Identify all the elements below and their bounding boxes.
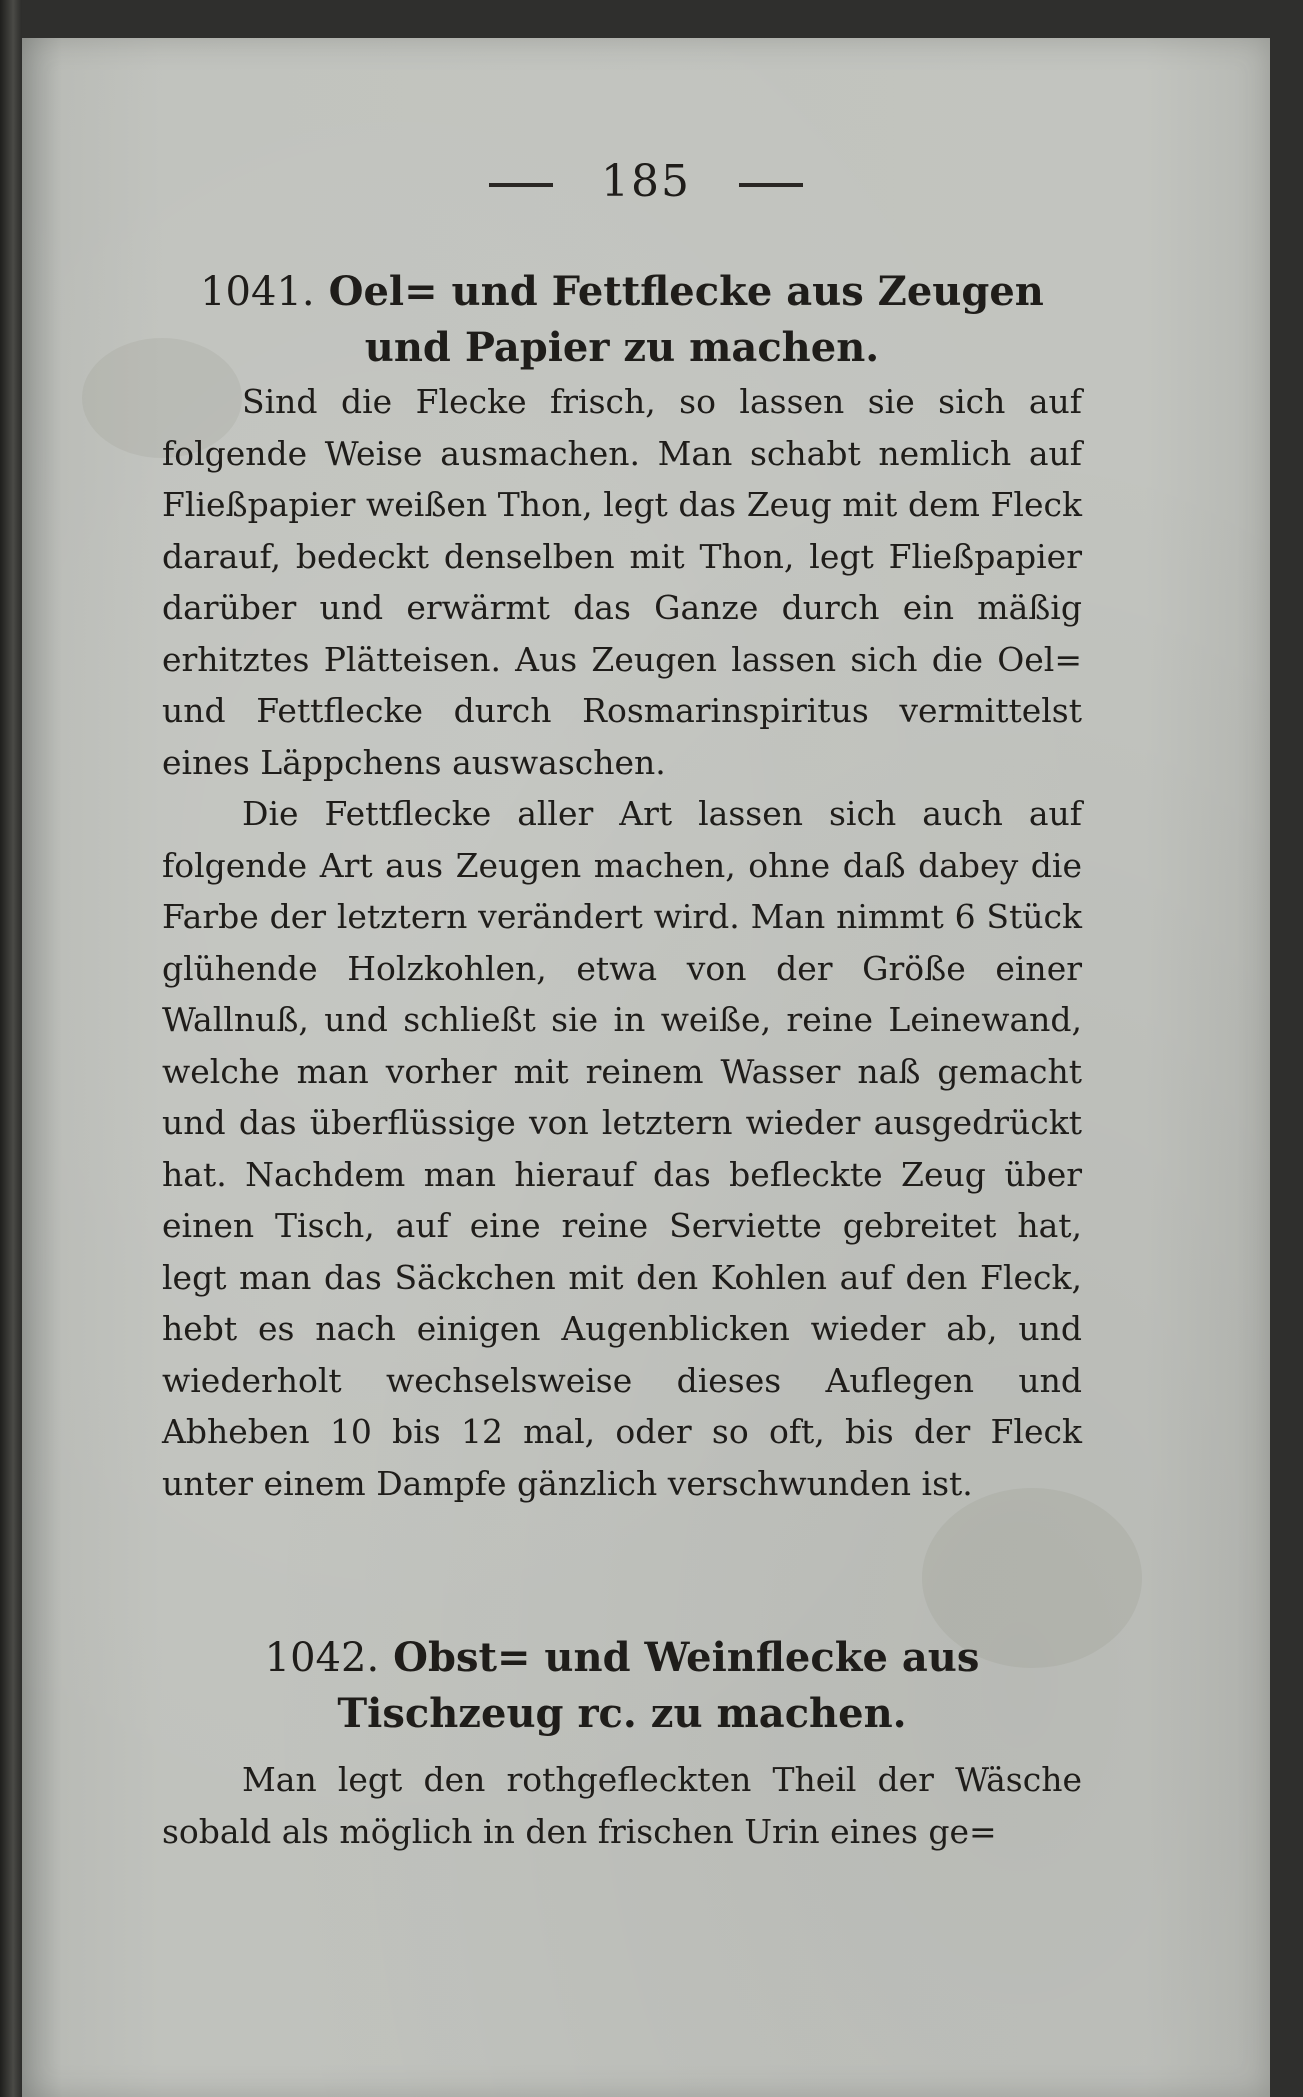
paragraph: Man legt den rothgefleckten Theil der Wäsche sobald als möglich in den frischen Urin eines ge=: [162, 1760, 1082, 1851]
book-spine: [0, 0, 22, 2097]
header-rule-right: [739, 183, 803, 187]
section-number: 1042.: [264, 1635, 380, 1681]
paragraph: Die Fettflecke aller Art lassen sich auch auf folgende Art aus Zeugen machen, ohne daß dabey die Farbe der letztern verändert wird. Man nimmt 6 Stück glühende Holzkohlen, etwa von der Größe einer Wallnuß, und schließt sie in weiße, reine Leinewand, welche man vorher mit reinem Wasser naß gemacht und das überflüssige von letztern wieder ausgedrückt hat. Nachdem man hierauf das befleckte Zeug über einen Tisch, auf eine reine Serviette gebreitet hat, legt man das Säckchen mit den Kohlen auf den Fleck, hebt es nach einigen Augenblicken wieder ab, und wiederholt wechselsweise dieses Auflegen und Abheben 10 bis 12 mal, oder so oft, bis der Fleck unter einem Dampfe gänzlich verschwunden ist.: [162, 794, 1082, 1503]
section-title: Oel= und Fettflecke aus Zeugen und Papier zu machen.: [328, 268, 1044, 371]
section-heading: [162, 1630, 1082, 1742]
section-number: 1041.: [200, 269, 315, 315]
page-header: [22, 156, 1270, 207]
page-number: 185: [601, 156, 691, 207]
paragraph: Sind die Flecke frisch, so lassen sie sich auf folgende Weise ausmachen. Man schabt nemlich auf Fließpapier weißen Thon, legt das Zeug mit dem Fleck darauf, bedeckt denselben mit Thon, legt Fließpapier darüber und erwärmt das Ganze durch ein mäßig erhitztes Plätteisen. Aus Zeugen lassen sich die Oel= und Fettflecke durch Rosmarinspiritus vermittelst eines Läppchens auswaschen.: [162, 382, 1082, 782]
paper-page: [22, 38, 1270, 2097]
section-1042: [162, 1630, 1082, 1857]
section-heading: [162, 264, 1082, 376]
section-title: Obst= und Weinflecke aus Tischzeug rc. zu machen.: [337, 1634, 980, 1737]
section-1041: [162, 264, 1082, 1509]
header-rule-left: [489, 183, 553, 187]
